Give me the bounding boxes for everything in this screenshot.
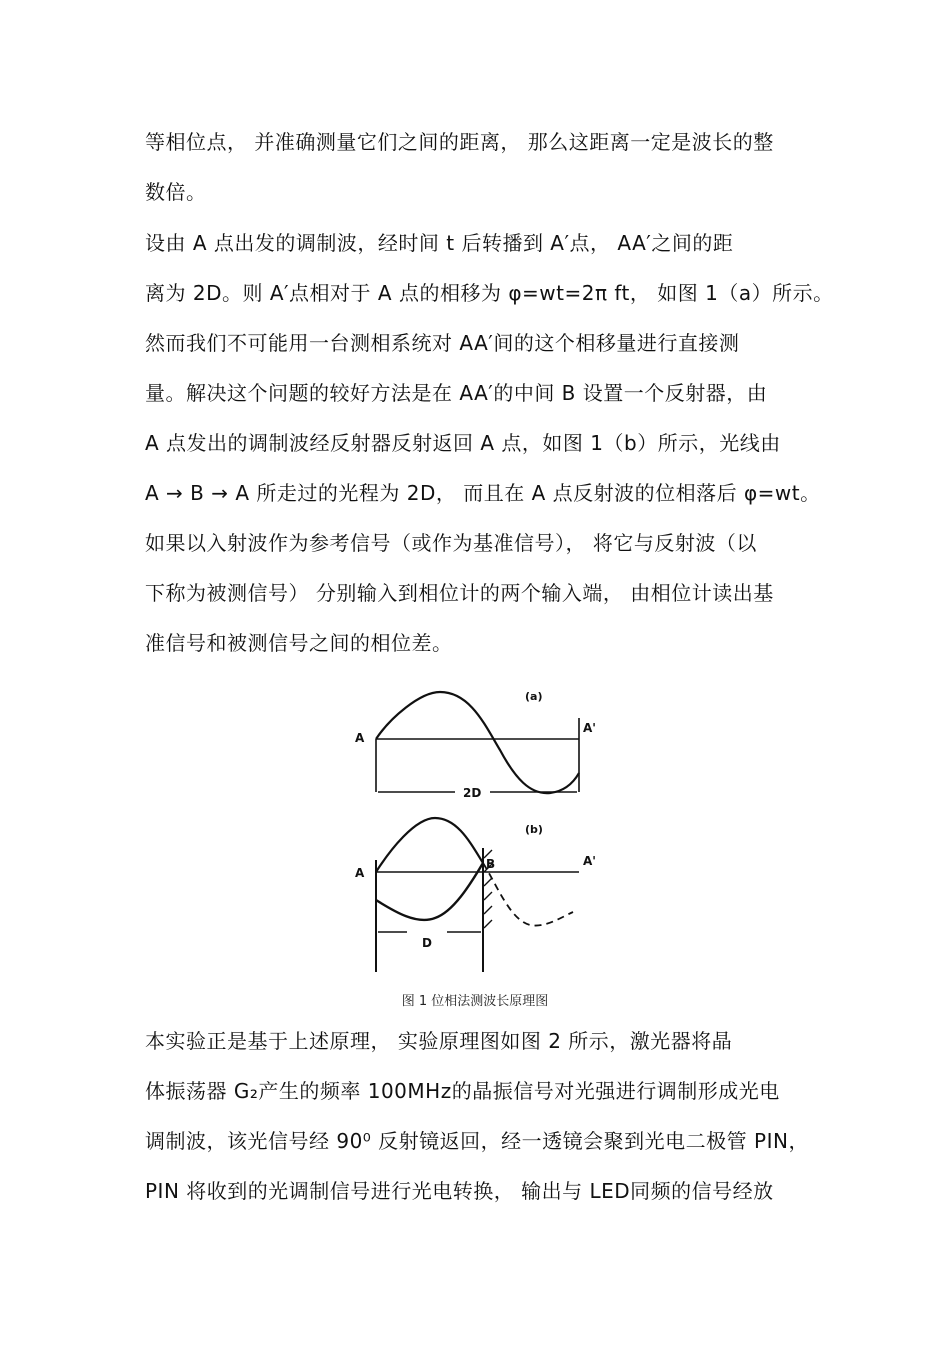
paragraph-line: 离为 2D。则 A′点相对于 A 点的相移为 φ=wt=2π ft， 如图 1（a）所示。 [145,281,834,305]
incident-wave-curve [376,818,483,872]
figure-label-b: (b) [525,823,543,836]
paragraph-line: 本实验正是基于上述原理， 实验原理图如图 2 所示，激光器将晶 [145,1029,733,1053]
paragraph-line: PIN 将收到的光调制信号进行光电转换， 输出与 LED同频的信号经放 [145,1179,774,1203]
paragraph-line: 然而我们不可能用一台测相系统对 AA′间的这个相移量进行直接测 [145,331,740,355]
paragraph-line: 设由 A 点出发的调制波，经时间 t 后转播到 A′点， AA′之间的距 [145,231,734,255]
wave-curve-a [376,692,579,793]
wave-diagram-svg [345,680,615,980]
point-B-label: B [486,857,496,871]
paragraph-line: 等相位点， 并准确测量它们之间的距离， 那么这距离一定是波长的整 [145,130,774,154]
figure-1-wave-diagram [345,680,615,980]
paragraph-line: 下称为被测信号） 分别输入到相位计的两个输入端， 由相位计读出基 [145,581,774,605]
point-A-prime-label: A' [583,721,596,735]
figure-caption: 图 1 位相法测波长原理图 [401,994,549,1009]
distance-2D-label: 2D [463,786,482,800]
point-A-label: A [355,731,365,745]
point-A-prime-label-b: A' [583,854,596,868]
paragraph-line: 调制波，该光信号经 90⁰ 反射镜返回，经一透镜会聚到光电二极管 PIN， [145,1129,809,1153]
distance-D-label: D [422,936,432,950]
paragraph-line: 如果以入射波作为参考信号（或作为基准信号）， 将它与反射波（以 [145,531,757,555]
figure-label-a: (a) [525,690,543,703]
paragraph-line: 体振荡器 G₂产生的频率 100MHz的晶振信号对光强进行调制形成光电 [145,1079,780,1103]
paragraph-line: 量。解决这个问题的较好方法是在 AA′的中间 B 设置一个反射器，由 [145,381,768,405]
paragraph-line: 数倍。 [145,180,207,204]
paragraph-line: A → B → A 所走过的光程为 2D， 而且在 A 点反射波的位相落后 φ=wt。 [145,481,821,505]
paragraph-line: A 点发出的调制波经反射器反射返回 A 点，如图 1（b）所示，光线由 [145,431,781,455]
paragraph-line: 准信号和被测信号之间的相位差。 [145,631,453,655]
point-A-label-b: A [355,866,365,880]
